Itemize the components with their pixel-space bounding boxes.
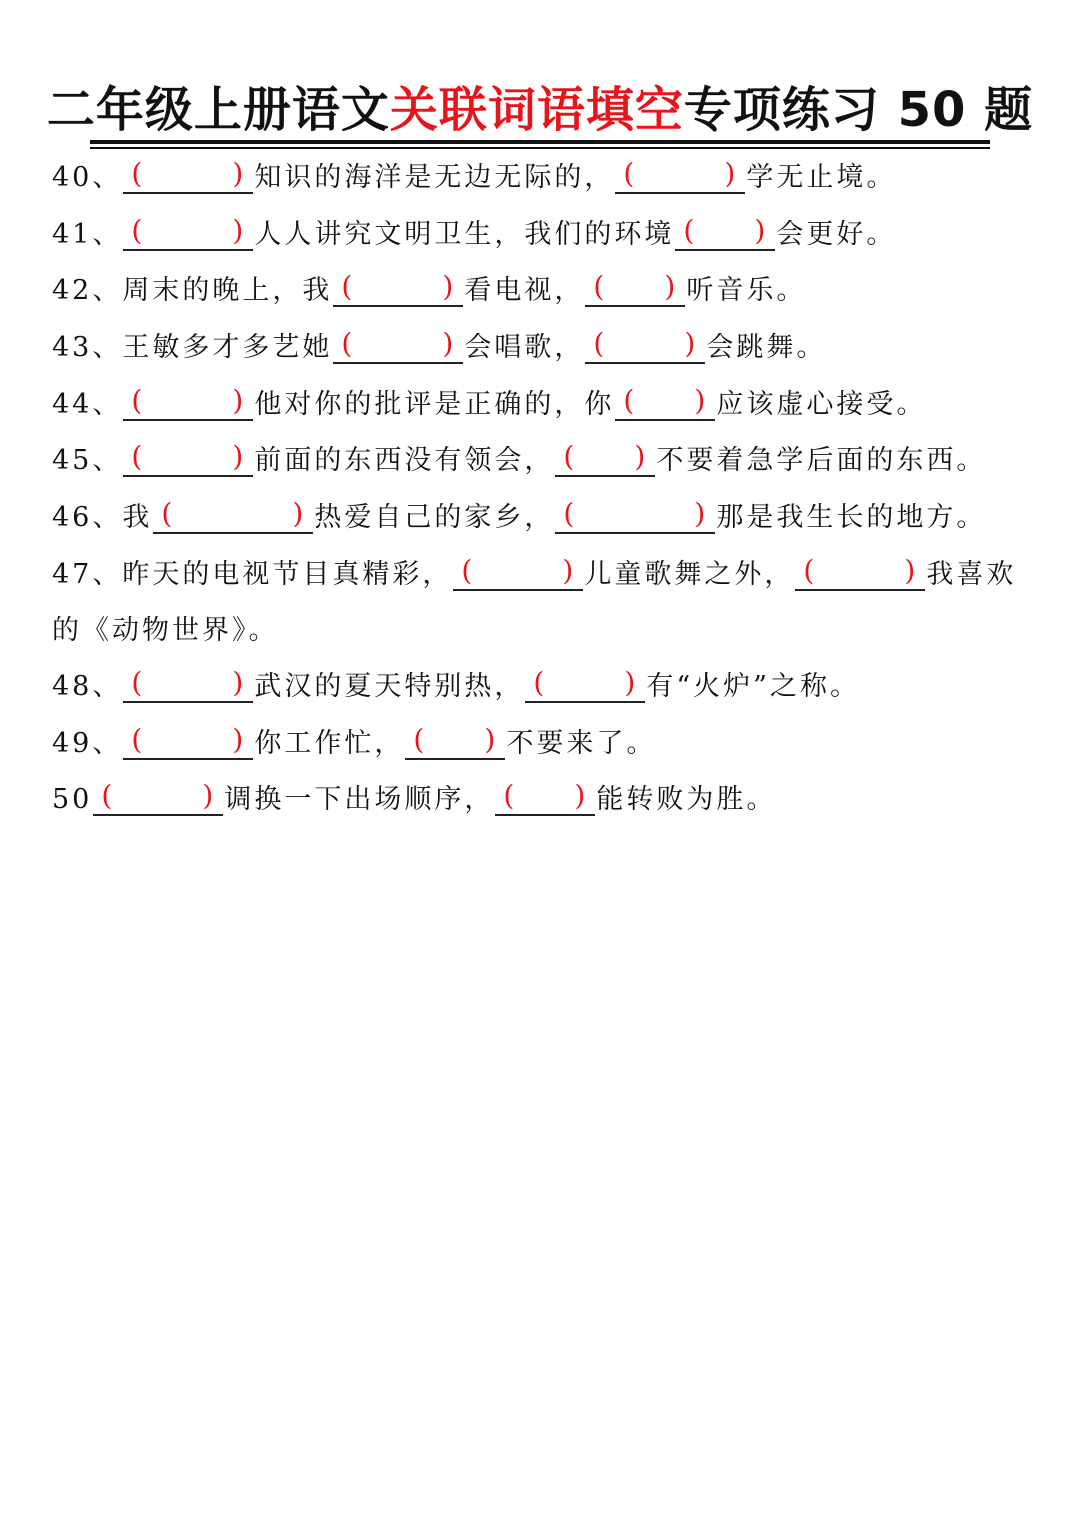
question-text: 会更好。 (776, 218, 897, 250)
question-text: 你工作忙， (254, 727, 405, 759)
question-text: 不要来了。 (506, 727, 657, 759)
page-title (0, 78, 1080, 142)
title-highlight: 关联词语填空 (389, 82, 684, 138)
question-number: 44、 (52, 388, 123, 420)
question-text: 儿童歌舞之外， (584, 558, 795, 590)
question-41 (52, 207, 1042, 264)
question-number: 48、 (52, 670, 123, 702)
question-42 (52, 263, 1042, 320)
question-44 (52, 377, 1042, 434)
question-text: 我喜欢的《动物世界》。 (52, 558, 1017, 646)
answer-blank[interactable]: ( ) (123, 667, 253, 703)
answer-blank[interactable]: ( ) (525, 667, 645, 703)
question-text: 听音乐。 (686, 275, 807, 307)
answer-blank[interactable]: ( ) (123, 724, 253, 760)
question-text: 他对你的批评是正确的，你 (254, 388, 615, 420)
answer-blank[interactable]: ( ) (675, 215, 775, 251)
answer-blank[interactable]: ( ) (123, 215, 253, 251)
question-text: 会唱歌， (464, 332, 585, 364)
question-40 (52, 150, 1042, 207)
question-text: 应该虚心接受。 (716, 388, 927, 420)
question-text: 人人讲究文明卫生，我们的环境 (254, 218, 675, 250)
question-46 (52, 490, 1042, 547)
answer-blank[interactable]: ( ) (495, 780, 595, 816)
question-number: 47、昨天的电视节目真精彩， (52, 558, 453, 590)
answer-blank[interactable]: ( ) (93, 780, 223, 816)
title-rule-thick (90, 140, 990, 144)
answer-blank[interactable]: ( ) (585, 271, 685, 307)
question-number: 40、 (52, 162, 123, 193)
question-50 (52, 772, 1042, 829)
answer-blank[interactable]: ( ) (123, 441, 253, 477)
answer-blank[interactable]: ( ) (615, 158, 745, 194)
title-rule-thin (90, 147, 990, 149)
answer-blank[interactable]: ( ) (405, 724, 505, 760)
question-text: 会跳舞。 (706, 332, 827, 364)
question-number: 41、 (52, 218, 123, 250)
question-45 (52, 433, 1042, 490)
answer-blank[interactable]: ( ) (555, 498, 715, 534)
title-part2: 专项练习 50 题 (683, 82, 1034, 138)
question-48 (52, 659, 1042, 716)
question-text: 学无止境。 (746, 162, 897, 193)
question-text: 武汉的夏天特别热， (254, 670, 525, 702)
question-text: 知识的海洋是无边无际的， (254, 162, 615, 193)
question-number: 50 (52, 784, 93, 816)
answer-blank[interactable]: ( ) (123, 385, 253, 421)
answer-blank[interactable]: ( ) (555, 441, 655, 477)
question-text: 看电视， (464, 275, 585, 307)
question-text: 能转败为胜。 (596, 784, 777, 816)
question-number: 43、王敏多才多艺她 (52, 332, 333, 364)
question-list (52, 150, 1042, 829)
answer-blank[interactable]: ( ) (795, 555, 925, 591)
answer-blank[interactable]: ( ) (333, 328, 463, 364)
question-49 (52, 716, 1042, 773)
question-43 (52, 320, 1042, 377)
question-text: 前面的东西没有领会， (254, 445, 555, 477)
question-text: 那是我生长的地方。 (716, 502, 987, 534)
title-part1: 二年级上册语文 (46, 82, 390, 138)
question-47 (52, 547, 1042, 659)
question-number: 49、 (52, 727, 123, 759)
answer-blank[interactable]: ( ) (585, 328, 705, 364)
question-text: 调换一下出场顺序， (224, 784, 495, 816)
question-number: 46、我 (52, 502, 153, 534)
answer-blank[interactable]: ( ) (615, 385, 715, 421)
answer-blank[interactable]: ( ) (123, 158, 253, 194)
answer-blank[interactable]: ( ) (453, 555, 583, 591)
answer-blank[interactable]: ( ) (153, 498, 313, 534)
answer-blank[interactable]: ( ) (333, 271, 463, 307)
question-number: 45、 (52, 445, 123, 477)
question-text: 热爱自己的家乡， (314, 502, 555, 534)
question-text: 有“火炉”之称。 (646, 670, 860, 702)
question-text: 不要着急学后面的东西。 (656, 445, 987, 477)
question-number: 42、周末的晚上，我 (52, 275, 333, 307)
